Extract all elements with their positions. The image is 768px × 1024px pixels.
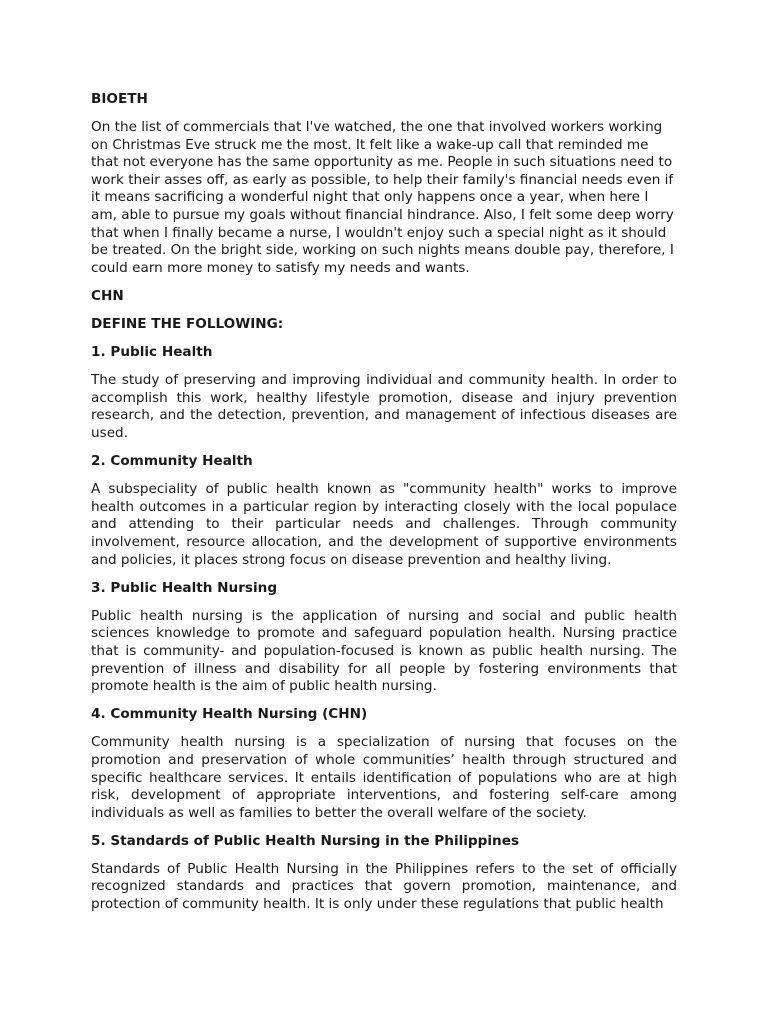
definition-body-community-health: A subspeciality of public health known as "community health" works to improve health outcomes in a particular region by interacting closely with the local populace and attending to their particular needs and challenges. Through community involvement, resource allocation, and the development of supportive environments and policies, it places strong focus on disease prevention and healthy living.	[91, 481, 677, 568]
definition-body-public-health: The study of preserving and improving individual and community health. In order to accomplish this work, healthy lifestyle promotion, disease and injury prevention research, and the detection, prevention, and management of infectious diseases are used.	[91, 372, 677, 441]
definition-heading-community-health: 2. Community Health	[91, 453, 253, 470]
definition-heading-public-health-nursing: 3. Public Health Nursing	[91, 579, 278, 596]
definition-heading-community-health-nursing: 4. Community Health Nursing (CHN)	[91, 706, 368, 723]
definition-body-standards-phn: Standards of Public Health Nursing in the Philippines refers to the set of officially recognized standards and practices that govern promotion, maintenance, and protection of community health. It is only under these regulations that public health	[91, 860, 677, 913]
bioeth-reflection: On the list of commercials that I've watched, the one that involved workers working on Christmas Eve struck me the most. It felt like a wake-up call that reminded me that not everyone has the same opportunity as me. People in such situations need to work their asses off, as early as possible, to help their family's financial needs even if it means sacrificing a wonderful night that only happens once a year, when here I am, able to pursue my goals without financial hindrance. Also, I felt some deep worry that when I finally became a nurse, I wouldn't enjoy such a special night as it should be treated. On the bright side, working on such nights means double pay, therefore, I could earn more money to satisfy my needs and wants.	[91, 119, 674, 276]
section-title-bioeth: BIOETH	[91, 91, 148, 107]
definition-body-community-health-nursing: Community health nursing is a specialization of nursing that focuses on the promotion and preservation of whole communities’ health through structured and specific healthcare services. It entails identification of populations who are at high risk, development of appropriate interventions, and fostering self-care among individuals as well as families to better the overall welfare of the society.	[91, 734, 677, 821]
section-title-chn: CHN	[91, 287, 124, 304]
definition-body-public-health-nursing: Public health nursing is the application of nursing and social and public health sciences knowledge to promote and safeguard population health. Nursing practice that is community- and population-focused is known as public health nursing. The prevention of illness and disability for all people by fostering environments that promote health is the aim of public health nursing.	[91, 607, 677, 695]
chn-instruction: DEFINE THE FOLLOWING:	[91, 316, 284, 333]
definition-heading-standards-phn: 5. Standards of Public Health Nursing in the Philippines	[91, 832, 520, 849]
document-page	[91, 91, 677, 924]
definition-heading-public-health: 1. Public Health	[91, 344, 213, 361]
